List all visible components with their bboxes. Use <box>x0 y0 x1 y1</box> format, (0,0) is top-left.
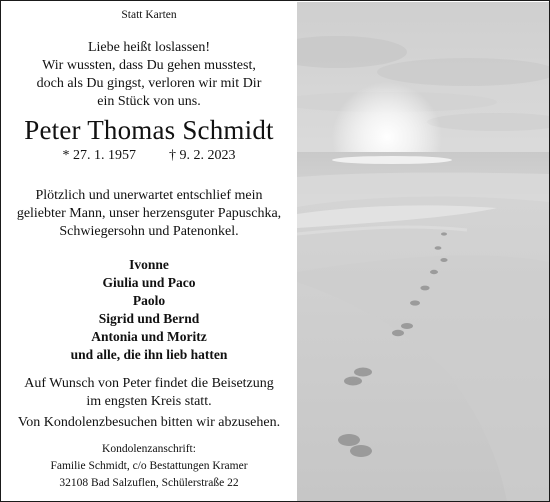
mourner-1: Ivonne <box>129 257 169 272</box>
mourner-2: Giulia und Paco <box>102 275 196 290</box>
life-dates <box>1 148 297 164</box>
funeral-note-line-1: Auf Wunsch von Peter findet die Beisetzung <box>24 376 274 391</box>
address-line-1: Familie Schmidt, c/o Bestattungen Kramer <box>50 460 248 472</box>
deceased-name: Peter Thomas Schmidt <box>24 115 274 145</box>
text-column <box>1 1 297 501</box>
verse-line-3: doch als Du gingst, verloren wir mit Dir <box>36 76 262 91</box>
death-date: † 9. 2. 2023 <box>169 148 236 163</box>
funeral-note-line-2: im engsten Kreis statt. <box>86 394 212 409</box>
announcement-line-3: Schwiegersohn und Patenonkel. <box>59 224 239 239</box>
mourner-4: Sigrid und Bernd <box>98 311 200 326</box>
mourner-6: und alle, die ihn lieb hatten <box>70 347 228 362</box>
verse-line-4: ein Stück von uns. <box>97 94 201 109</box>
birth-date: * 27. 1. 1957 <box>62 148 136 163</box>
address-line-2: 32108 Bad Salzuflen, Schülerstraße 22 <box>59 477 239 489</box>
mourner-5: Antonia und Moritz <box>91 329 207 344</box>
announcement-line-2: geliebter Mann, unser herzensguter Papuschka, <box>16 206 282 221</box>
condolence-note: Von Kondolenzbesuchen bitten wir abzusehen. <box>17 415 281 430</box>
mourner-3: Paolo <box>132 293 166 308</box>
verse-line-2: Wir wussten, dass Du gehen musstest, <box>42 58 256 73</box>
verse-line-1: Liebe heißt loslassen! <box>87 40 211 55</box>
announcement-line-1: Plötzlich und unerwartet entschlief mein <box>35 188 263 203</box>
address-heading: Kondolenzanschrift: <box>102 443 196 455</box>
cards-note: Statt Karten <box>121 9 177 21</box>
beach-scene <box>297 2 549 501</box>
beach-footprints-image <box>297 2 549 501</box>
